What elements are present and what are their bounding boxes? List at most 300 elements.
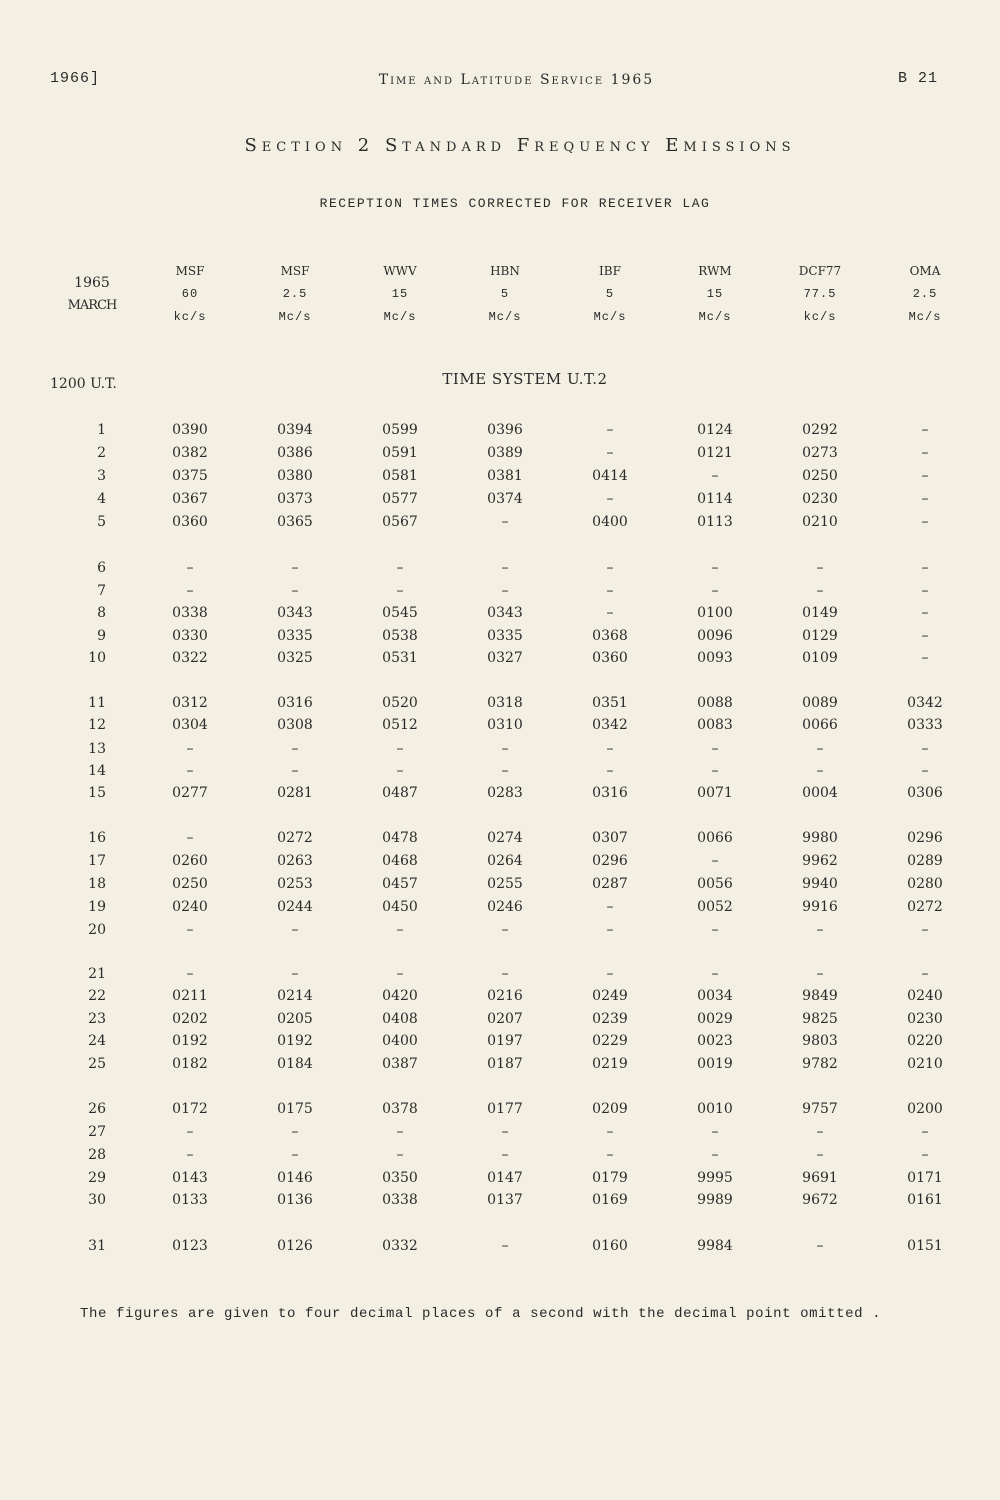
- table-cell: 0581: [382, 468, 418, 484]
- table-cell: 0342: [592, 717, 628, 733]
- table-cell: 9984: [697, 1238, 733, 1254]
- table-cell: 0149: [802, 605, 838, 621]
- table-cell: 0246: [487, 899, 523, 915]
- table-cell: 0010: [697, 1101, 733, 1117]
- table-subtitle: RECEPTION TIMES CORRECTED FOR RECEIVER LAG: [319, 196, 711, 211]
- table-cell: 0287: [592, 876, 628, 892]
- table-cell: 9980: [802, 830, 838, 846]
- table-cell: 0360: [172, 514, 208, 530]
- table-cell: 0121: [697, 445, 733, 461]
- table-cell: –: [816, 741, 824, 757]
- table-cell: –: [711, 853, 719, 869]
- table-cell: –: [921, 422, 929, 438]
- time-system-label: TIME SYSTEM U.T.2: [442, 370, 608, 388]
- day-number: 1: [97, 422, 106, 438]
- day-number: 21: [88, 966, 106, 982]
- day-number: 11: [88, 695, 106, 711]
- table-cell: –: [501, 922, 509, 938]
- table-cell: 0244: [277, 899, 313, 915]
- table-cell: 0160: [592, 1238, 628, 1254]
- table-cell: 0263: [277, 853, 313, 869]
- table-cell: –: [501, 741, 509, 757]
- table-cell: 0109: [802, 650, 838, 666]
- table-cell: 0394: [277, 422, 313, 438]
- table-cell: 0375: [172, 468, 208, 484]
- table-cell: 9691: [802, 1170, 838, 1186]
- frequency-unit: Mc/s: [278, 310, 312, 324]
- table-cell: 0408: [382, 1011, 418, 1027]
- table-cell: 9849: [802, 988, 838, 1004]
- table-cell: 9962: [802, 853, 838, 869]
- table-cell: –: [816, 966, 824, 982]
- table-cell: 0172: [172, 1101, 208, 1117]
- table-cell: 0147: [487, 1170, 523, 1186]
- table-cell: –: [291, 560, 299, 576]
- table-cell: 9672: [802, 1192, 838, 1208]
- table-cell: 0230: [907, 1011, 943, 1027]
- table-cell: 0034: [697, 988, 733, 1004]
- table-cell: 0137: [487, 1192, 523, 1208]
- table-cell: 0179: [592, 1170, 628, 1186]
- table-cell: –: [606, 763, 614, 779]
- table-cell: –: [921, 514, 929, 530]
- table-cell: 0316: [592, 785, 628, 801]
- day-number: 29: [88, 1170, 106, 1186]
- table-cell: 0187: [487, 1056, 523, 1072]
- table-cell: 0342: [907, 695, 943, 711]
- table-cell: –: [186, 763, 194, 779]
- table-cell: 0360: [592, 650, 628, 666]
- table-cell: 0177: [487, 1101, 523, 1117]
- table-cell: 0216: [487, 988, 523, 1004]
- table-cell: 0343: [277, 605, 313, 621]
- table-cell: 0373: [277, 491, 313, 507]
- day-number: 13: [88, 741, 106, 757]
- table-cell: 0281: [277, 785, 313, 801]
- table-cell: 0307: [592, 830, 628, 846]
- table-cell: –: [291, 922, 299, 938]
- table-cell: 0096: [697, 628, 733, 644]
- day-number: 10: [88, 650, 106, 666]
- table-cell: 0351: [592, 695, 628, 711]
- table-cell: 0450: [382, 899, 418, 915]
- table-cell: 0365: [277, 514, 313, 530]
- day-number: 9: [97, 628, 106, 644]
- frequency-unit: Mc/s: [593, 310, 627, 324]
- table-cell: –: [921, 628, 929, 644]
- table-cell: 0240: [172, 899, 208, 915]
- table-cell: 0420: [382, 988, 418, 1004]
- table-cell: –: [396, 560, 404, 576]
- table-cell: 0538: [382, 628, 418, 644]
- table-cell: 0129: [802, 628, 838, 644]
- table-cell: 0229: [592, 1033, 628, 1049]
- day-number: 16: [88, 830, 106, 846]
- table-cell: 0124: [697, 422, 733, 438]
- column-header: [140, 264, 240, 328]
- table-cell: –: [186, 1147, 194, 1163]
- table-cell: –: [711, 763, 719, 779]
- table-cell: –: [186, 741, 194, 757]
- table-cell: 0335: [487, 628, 523, 644]
- frequency: 5: [605, 287, 615, 301]
- column-header: [560, 264, 660, 328]
- table-cell: 0200: [907, 1101, 943, 1117]
- table-cell: 0209: [592, 1101, 628, 1117]
- time-label: 1200 U.T.: [50, 376, 117, 392]
- table-cell: 0197: [487, 1033, 523, 1049]
- table-cell: 0304: [172, 717, 208, 733]
- day-number: 17: [88, 853, 106, 869]
- table-cell: –: [396, 1124, 404, 1140]
- table-cell: 0387: [382, 1056, 418, 1072]
- table-cell: 0545: [382, 605, 418, 621]
- table-cell: 0192: [277, 1033, 313, 1049]
- table-cell: 0211: [172, 988, 208, 1004]
- table-cell: 0260: [172, 853, 208, 869]
- table-cell: 0318: [487, 695, 523, 711]
- station-name: OMA: [909, 264, 941, 278]
- table-cell: –: [816, 1238, 824, 1254]
- table-cell: 0207: [487, 1011, 523, 1027]
- table-cell: 0310: [487, 717, 523, 733]
- table-cell: 0088: [697, 695, 733, 711]
- column-header: [770, 264, 870, 328]
- table-cell: –: [816, 922, 824, 938]
- table-cell: 9989: [697, 1192, 733, 1208]
- table-cell: 9916: [802, 899, 838, 915]
- day-number: 28: [88, 1147, 106, 1163]
- table-cell: 0292: [802, 422, 838, 438]
- table-cell: –: [186, 922, 194, 938]
- table-cell: 0274: [487, 830, 523, 846]
- table-cell: –: [501, 763, 509, 779]
- table-cell: 0273: [802, 445, 838, 461]
- table-cell: –: [501, 583, 509, 599]
- table-cell: 0220: [907, 1033, 943, 1049]
- table-cell: –: [501, 1238, 509, 1254]
- table-cell: –: [606, 422, 614, 438]
- table-cell: –: [186, 830, 194, 846]
- header-page-year: 1966]: [50, 70, 101, 87]
- table-cell: 0322: [172, 650, 208, 666]
- table-cell: 0512: [382, 717, 418, 733]
- station-name: DCF77: [798, 264, 842, 278]
- table-cell: –: [816, 560, 824, 576]
- table-cell: 0591: [382, 445, 418, 461]
- table-cell: 0333: [907, 717, 943, 733]
- footnote: The figures are given to four decimal places of a second with the decimal point omitted .: [80, 1306, 882, 1322]
- page-number: B 21: [897, 70, 938, 87]
- table-cell: –: [396, 583, 404, 599]
- table-cell: 0478: [382, 830, 418, 846]
- station-name: WWV: [383, 264, 417, 278]
- table-cell: 0283: [487, 785, 523, 801]
- table-cell: –: [291, 966, 299, 982]
- table-cell: 9782: [802, 1056, 838, 1072]
- table-cell: –: [396, 1147, 404, 1163]
- table-cell: 0093: [697, 650, 733, 666]
- table-cell: 0114: [697, 491, 733, 507]
- table-cell: 0250: [802, 468, 838, 484]
- table-cell: 0113: [697, 514, 733, 530]
- column-header: [245, 264, 345, 328]
- table-cell: 0210: [802, 514, 838, 530]
- table-cell: 0400: [592, 514, 628, 530]
- day-number: 4: [97, 491, 106, 507]
- frequency: 77.5: [803, 287, 837, 301]
- table-cell: –: [921, 605, 929, 621]
- table-cell: 0019: [697, 1056, 733, 1072]
- table-cell: –: [816, 1147, 824, 1163]
- table-cell: –: [921, 741, 929, 757]
- table-cell: 0230: [802, 491, 838, 507]
- table-cell: –: [501, 514, 509, 530]
- table-cell: 0280: [907, 876, 943, 892]
- table-cell: 0100: [697, 605, 733, 621]
- table-cell: 0599: [382, 422, 418, 438]
- day-number: 23: [88, 1011, 106, 1027]
- table-cell: –: [711, 966, 719, 982]
- table-cell: 0325: [277, 650, 313, 666]
- table-cell: 0457: [382, 876, 418, 892]
- table-cell: 0182: [172, 1056, 208, 1072]
- table-cell: 0253: [277, 876, 313, 892]
- table-cell: 0202: [172, 1011, 208, 1027]
- table-cell: 0146: [277, 1170, 313, 1186]
- day-number: 27: [88, 1124, 106, 1140]
- frequency: 2.5: [282, 287, 308, 301]
- day-number: 26: [88, 1101, 106, 1117]
- table-cell: –: [606, 1124, 614, 1140]
- table-cell: –: [396, 966, 404, 982]
- table-cell: 0136: [277, 1192, 313, 1208]
- table-cell: 0289: [907, 853, 943, 869]
- table-cell: –: [291, 763, 299, 779]
- day-number: 6: [97, 560, 106, 576]
- day-number: 31: [88, 1238, 106, 1254]
- station-name: HBN: [490, 264, 520, 278]
- table-cell: –: [921, 560, 929, 576]
- table-cell: 0374: [487, 491, 523, 507]
- frequency: 5: [500, 287, 510, 301]
- frequency-unit: Mc/s: [698, 310, 732, 324]
- table-cell: 0161: [907, 1192, 943, 1208]
- section-title: Section 2 Standard Frequency Emissions: [244, 135, 796, 156]
- day-number: 12: [88, 717, 106, 733]
- table-cell: 0175: [277, 1101, 313, 1117]
- table-cell: 0381: [487, 468, 523, 484]
- month-label: MARCH: [67, 298, 117, 313]
- table-cell: –: [711, 1124, 719, 1140]
- station-name: MSF: [280, 264, 310, 278]
- table-cell: –: [501, 966, 509, 982]
- table-cell: –: [606, 922, 614, 938]
- table-cell: –: [816, 583, 824, 599]
- table-cell: 0264: [487, 853, 523, 869]
- table-cell: –: [921, 583, 929, 599]
- table-cell: –: [186, 1124, 194, 1140]
- table-cell: 0338: [382, 1192, 418, 1208]
- table-cell: 0169: [592, 1192, 628, 1208]
- table-cell: 0210: [907, 1056, 943, 1072]
- table-cell: –: [711, 583, 719, 599]
- column-header: [350, 264, 450, 328]
- column-header: [455, 264, 555, 328]
- frequency-unit: kc/s: [173, 310, 207, 324]
- day-number: 22: [88, 988, 106, 1004]
- table-cell: 0277: [172, 785, 208, 801]
- day-number: 5: [97, 514, 106, 530]
- day-number: 2: [97, 445, 106, 461]
- table-cell: 0184: [277, 1056, 313, 1072]
- table-cell: –: [816, 1124, 824, 1140]
- table-cell: –: [606, 491, 614, 507]
- day-number: 18: [88, 876, 106, 892]
- table-cell: 0219: [592, 1056, 628, 1072]
- table-cell: –: [921, 1147, 929, 1163]
- day-number: 8: [97, 605, 106, 621]
- table-cell: 0250: [172, 876, 208, 892]
- table-cell: 0272: [907, 899, 943, 915]
- table-cell: 0487: [382, 785, 418, 801]
- table-cell: –: [711, 560, 719, 576]
- table-cell: 0123: [172, 1238, 208, 1254]
- table-cell: 0468: [382, 853, 418, 869]
- table-cell: –: [291, 1124, 299, 1140]
- table-cell: 0368: [592, 628, 628, 644]
- station-name: IBF: [599, 264, 621, 278]
- day-number: 20: [88, 922, 106, 938]
- table-cell: 0520: [382, 695, 418, 711]
- table-cell: 9825: [802, 1011, 838, 1027]
- table-cell: 0350: [382, 1170, 418, 1186]
- table-cell: 0577: [382, 491, 418, 507]
- day-number: 24: [88, 1033, 106, 1049]
- table-cell: 0239: [592, 1011, 628, 1027]
- table-cell: 9940: [802, 876, 838, 892]
- table-cell: 0330: [172, 628, 208, 644]
- day-number: 14: [88, 763, 106, 779]
- table-cell: –: [921, 922, 929, 938]
- station-name: RWM: [698, 264, 732, 278]
- table-cell: 0567: [382, 514, 418, 530]
- table-cell: 0306: [907, 785, 943, 801]
- table-cell: 0367: [172, 491, 208, 507]
- table-cell: 0249: [592, 988, 628, 1004]
- table-cell: 0151: [907, 1238, 943, 1254]
- table-cell: 0071: [697, 785, 733, 801]
- table-cell: 0029: [697, 1011, 733, 1027]
- table-cell: 0133: [172, 1192, 208, 1208]
- table-cell: 0272: [277, 830, 313, 846]
- frequency: 2.5: [912, 287, 938, 301]
- table-cell: 0316: [277, 695, 313, 711]
- table-cell: –: [921, 650, 929, 666]
- table-cell: 0343: [487, 605, 523, 621]
- table-cell: –: [606, 966, 614, 982]
- table-cell: 0338: [172, 605, 208, 621]
- table-cell: –: [921, 491, 929, 507]
- table-cell: 0390: [172, 422, 208, 438]
- running-title: Time and Latitude Service 1965: [378, 72, 655, 88]
- table-cell: 0083: [697, 717, 733, 733]
- column-header: [875, 264, 975, 328]
- table-cell: –: [606, 741, 614, 757]
- table-cell: –: [291, 741, 299, 757]
- frequency: 15: [706, 287, 724, 301]
- frequency-unit: Mc/s: [488, 310, 522, 324]
- table-cell: –: [921, 445, 929, 461]
- frequency-unit: Mc/s: [908, 310, 942, 324]
- table-cell: –: [186, 966, 194, 982]
- table-cell: 0531: [382, 650, 418, 666]
- table-cell: –: [606, 560, 614, 576]
- table-cell: –: [711, 1147, 719, 1163]
- table-cell: –: [711, 741, 719, 757]
- table-cell: 0308: [277, 717, 313, 733]
- table-cell: 0171: [907, 1170, 943, 1186]
- table-cell: 9995: [697, 1170, 733, 1186]
- table-cell: 0089: [802, 695, 838, 711]
- table-cell: 0327: [487, 650, 523, 666]
- table-cell: 0052: [697, 899, 733, 915]
- table-cell: –: [606, 605, 614, 621]
- table-cell: –: [921, 468, 929, 484]
- table-cell: –: [291, 583, 299, 599]
- table-cell: 0255: [487, 876, 523, 892]
- table-cell: –: [186, 583, 194, 599]
- frequency: 15: [391, 287, 409, 301]
- day-number: 3: [97, 468, 106, 484]
- table-cell: –: [396, 922, 404, 938]
- table-cell: –: [501, 1124, 509, 1140]
- table-cell: 0380: [277, 468, 313, 484]
- table-cell: 0066: [697, 830, 733, 846]
- day-number: 7: [97, 583, 106, 599]
- table-cell: 0396: [487, 422, 523, 438]
- table-cell: 0386: [277, 445, 313, 461]
- day-number: 25: [88, 1056, 106, 1072]
- table-cell: –: [396, 763, 404, 779]
- table-cell: 0205: [277, 1011, 313, 1027]
- table-cell: 0389: [487, 445, 523, 461]
- table-cell: –: [606, 445, 614, 461]
- table-cell: –: [921, 763, 929, 779]
- day-number: 19: [88, 899, 106, 915]
- frequency-unit: Mc/s: [383, 310, 417, 324]
- table-cell: 0240: [907, 988, 943, 1004]
- table-cell: 0004: [802, 785, 838, 801]
- table-cell: –: [291, 1147, 299, 1163]
- table-cell: –: [921, 966, 929, 982]
- station-name: MSF: [175, 264, 205, 278]
- table-cell: –: [501, 560, 509, 576]
- table-cell: 9803: [802, 1033, 838, 1049]
- table-cell: –: [921, 1124, 929, 1140]
- table-cell: 0143: [172, 1170, 208, 1186]
- table-cell: 0066: [802, 717, 838, 733]
- table-cell: –: [711, 468, 719, 484]
- table-cell: –: [816, 763, 824, 779]
- table-cell: –: [606, 899, 614, 915]
- table-cell: –: [501, 1147, 509, 1163]
- table-cell: 0192: [172, 1033, 208, 1049]
- table-cell: 0056: [697, 876, 733, 892]
- table-cell: 0214: [277, 988, 313, 1004]
- table-cell: 0414: [592, 468, 628, 484]
- table-cell: 0312: [172, 695, 208, 711]
